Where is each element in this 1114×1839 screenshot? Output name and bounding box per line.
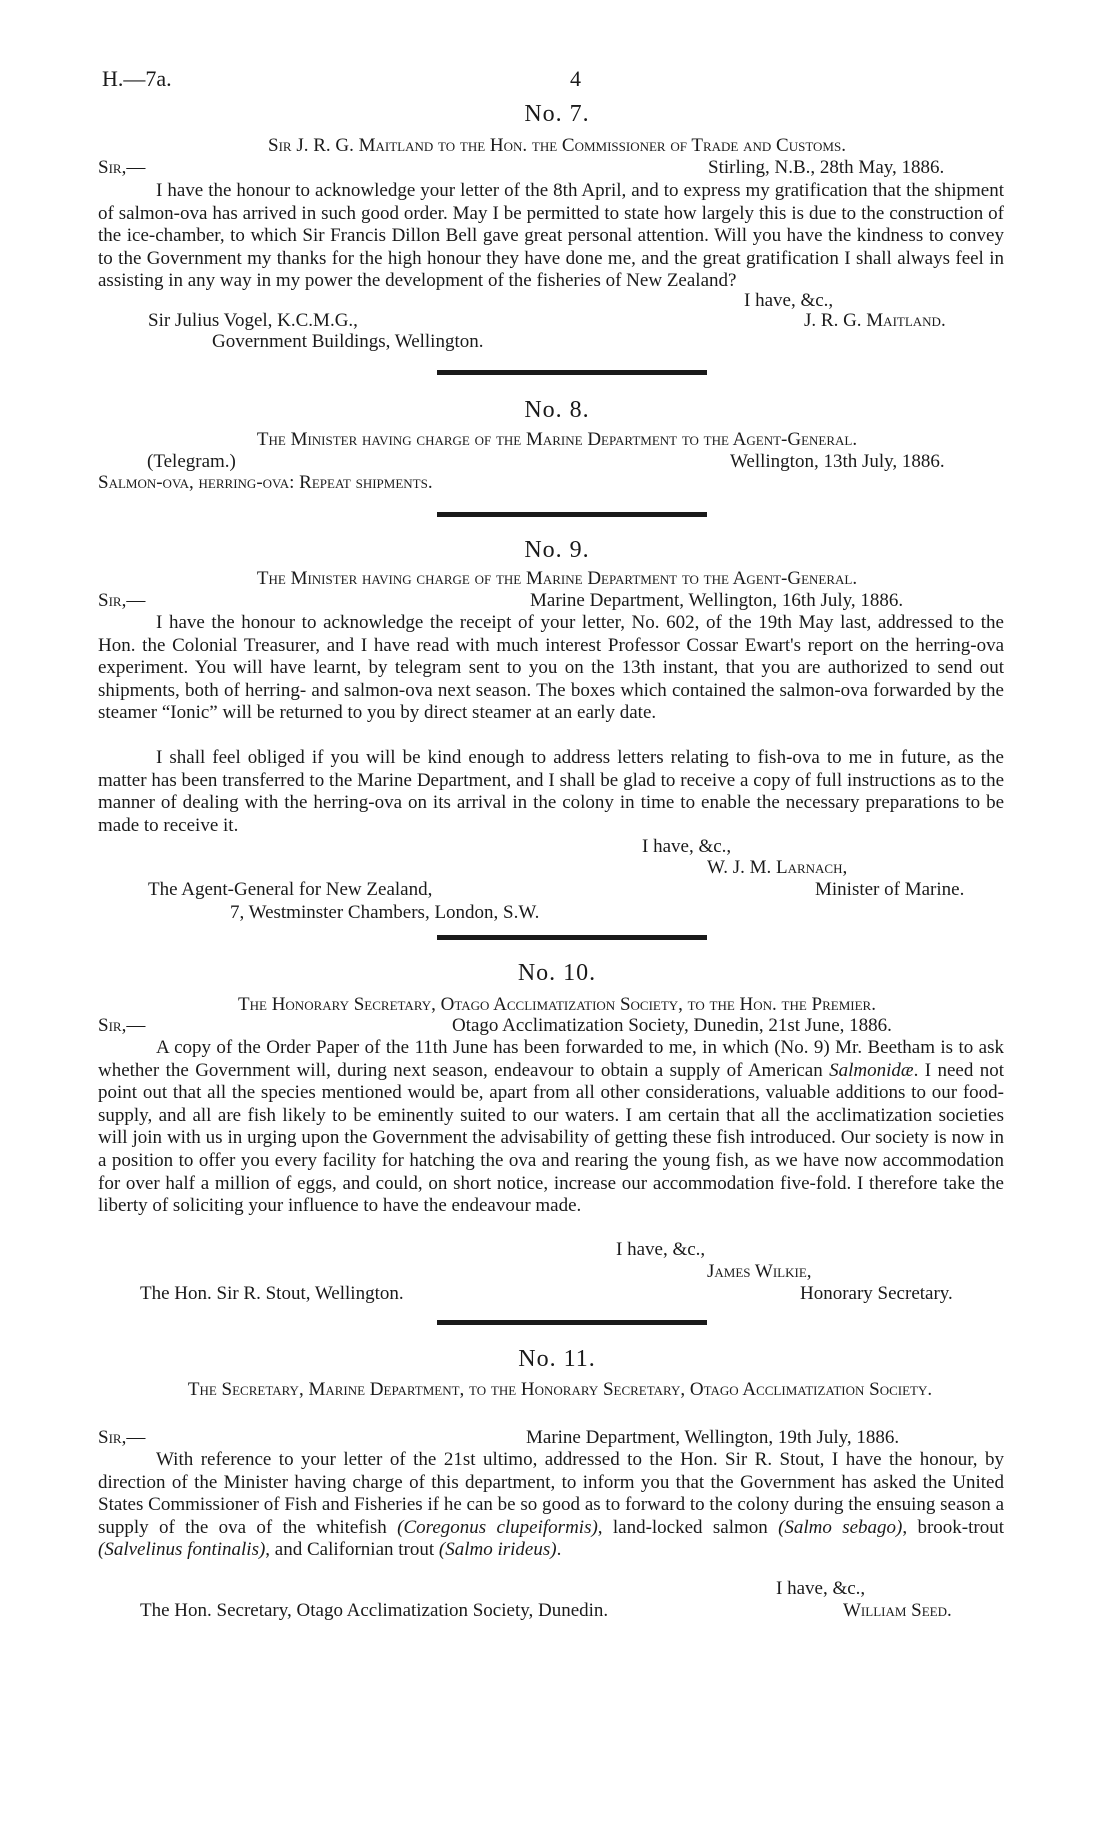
closing: I have, &c.,: [744, 290, 834, 311]
signature: William Seed.: [843, 1600, 952, 1621]
letter-subheading: The Minister having charge of the Marine Department to the Agent-General.: [256, 568, 858, 589]
letter-body: [98, 1449, 1004, 1562]
page-number: 4: [570, 66, 581, 91]
closing: I have, &c.,: [776, 1578, 866, 1599]
body-text: A copy of the Order Paper of the 11th June has been forwarded to me, in which (No. 9) Mr. Beetham is to ask whether the Government will, during next season, endeavour to obtain a supply of American: [98, 1037, 1004, 1081]
page-reference: H.—7a.: [102, 66, 172, 91]
section-divider: [437, 370, 707, 375]
letter-subheading: The Honorary Secretary, Otago Acclimatization Society, to the Hon. the Premier.: [238, 994, 876, 1015]
body-text: , and Californian trout: [265, 1539, 439, 1561]
signature-title: Honorary Secretary.: [800, 1283, 953, 1304]
addressee-line: The Agent-General for New Zealand,: [148, 879, 433, 900]
letter-body: Salmon-ova, herring-ova: Repeat shipments.: [98, 472, 433, 493]
telegram-label: (Telegram.): [147, 451, 236, 472]
letter-number: No. 11.: [518, 1346, 596, 1372]
salutation: Sir,—: [98, 1015, 146, 1036]
section-divider: [437, 935, 707, 940]
body-text: . I need not point out that all the species mentioned would be, apart from all other considerations, valuable additions to our food-supply, and all are fish likely to be eminently suited to our waters. I am certain that all the acclimatization societies will join with us in urging upon the Government the advisability of getting these fish introduced. Our society is now in a position to offer you every facility for hatching the ova and rearing the young fish, as we have now accommodation for over half a million of eggs, and could, on short notice, increase our accommodation five-fold. I therefore take the liberty of soliciting your influence to have the endeavour made.: [98, 1059, 1005, 1217]
signature-title: Minister of Marine.: [815, 879, 965, 900]
letter-number: No. 9.: [524, 537, 590, 563]
place-date: Marine Department, Wellington, 19th July, 1886.: [526, 1427, 900, 1448]
closing: I have, &c.,: [642, 836, 732, 857]
signature: James Wilkie,: [707, 1261, 812, 1282]
signature: J. R. G. Maitland.: [804, 310, 946, 331]
species-name: Salmonidæ: [829, 1059, 914, 1081]
letter-body: I have the honour to acknowledge the receipt of your letter, No. 602, of the 19th May last, addressed to the Hon. the Colonial Treasurer, and I have read with much interest Professor Cossar Ewart's report on the herring-ova experiment. You will have learnt, by telegram sent to you on the 13th instant, that you are authorized to send out shipments, both of herring- and salmon-ova next season. The boxes which contained the salmon-ova forwarded by the steamer “Ionic” will be returned to you by direct steamer at an early date.: [98, 612, 1004, 724]
place-date: Marine Department, Wellington, 16th July, 1886.: [530, 590, 904, 611]
body-text: With reference to your letter of the 21st ultimo, addressed to the Hon. Sir R. Stout, I have the honour, by direction of the Minister having charge of this department, to inform you that the Government has asked the United States Commissioner of Fish and Fisheries if he can be so good as to forward to the colony during the ensuing season a supply of the ova of the whitefish: [98, 1449, 1004, 1538]
letter-body: I have the honour to acknowledge your letter of the 8th April, and to express my gratification that the shipment of salmon-ova has arrived in such good order. May I be permitted to state how largely this is due to the construction of the ice-chamber, to which Sir Francis Dillon Bell gave great personal attention. Will you have the kindness to convey to the Government my thanks for the high honour they have done me, and the great gratification I shall always feel in assisting in any way in my power the development of the fisheries of New Zealand?: [98, 180, 1004, 292]
letter-subheading: The Minister having charge of the Marine Department to the Agent-General.: [256, 429, 858, 450]
section-divider: [437, 1320, 707, 1325]
letter-body: [98, 1037, 1004, 1218]
signature: W. J. M. Larnach,: [707, 857, 848, 878]
addressee-address: Government Buildings, Wellington.: [212, 331, 484, 352]
section-divider: [437, 512, 707, 517]
letter-subheading: The Secretary, Marine Department, to the Honorary Secretary, Otago Acclimatization Society.: [187, 1379, 933, 1400]
species-name: (Salmo sebago): [778, 1516, 903, 1538]
salutation: Sir,—: [98, 590, 146, 611]
body-text: , land-locked salmon: [597, 1516, 779, 1538]
closing: I have, &c.,: [616, 1239, 706, 1260]
letter-number: No. 7.: [524, 101, 590, 127]
letter-subheading: Sir J. R. G. Maitland to the Hon. the Commissioner of Trade and Customs.: [268, 135, 846, 156]
addressee-address: 7, Westminster Chambers, London, S.W.: [230, 902, 540, 923]
species-name: (Salmo irideus): [438, 1539, 557, 1561]
body-text: , brook-trout: [902, 1516, 1004, 1538]
place-date: Wellington, 13th July, 1886.: [730, 451, 945, 472]
addressee-line: Sir Julius Vogel, K.C.M.G.,: [148, 310, 358, 331]
letter-number: No. 10.: [517, 960, 597, 986]
letter-body: I shall feel obliged if you will be kind enough to address letters relating to fish-ova to me in future, as the matter has been transferred to the Marine Department, and I shall be glad to receive a copy of full instructions as to the manner of dealing with the herring-ova on its arrival in the colony in time to enable the necessary preparations to be made to receive it.: [98, 747, 1004, 836]
salutation: Sir,—: [98, 157, 146, 178]
place-date: Otago Acclimatization Society, Dunedin, 21st June, 1886.: [452, 1015, 892, 1036]
place-date: Stirling, N.B., 28th May, 1886.: [708, 157, 945, 178]
species-name: (Salvelinus fontinalis): [98, 1539, 266, 1561]
addressee-line: The Hon. Sir R. Stout, Wellington.: [140, 1283, 404, 1304]
letter-number: No. 8.: [524, 397, 590, 423]
species-name: (Coregonus clupeiformis): [397, 1516, 598, 1538]
salutation: Sir,—: [98, 1427, 146, 1448]
body-text: .: [556, 1539, 562, 1561]
addressee-line: The Hon. Secretary, Otago Acclimatization Society, Dunedin.: [140, 1600, 609, 1621]
